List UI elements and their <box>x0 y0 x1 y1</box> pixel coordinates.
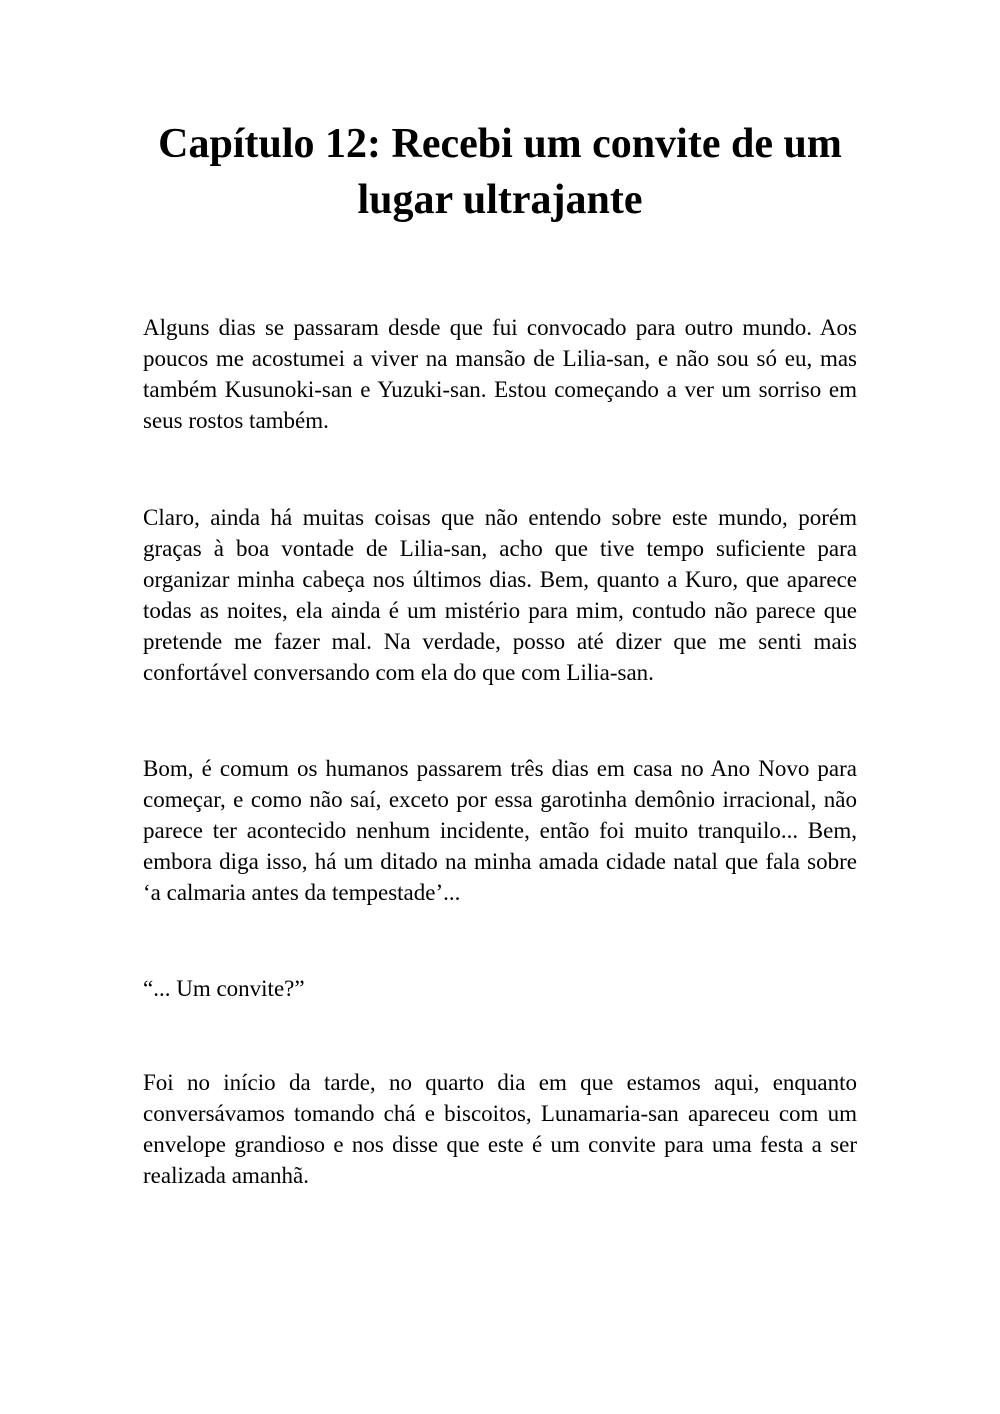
dialogue-line: “... Um convite?” <box>143 976 305 1001</box>
chapter-title-line-1: Capítulo 12: Recebi um convite de um <box>158 121 842 167</box>
paragraph-5: Foi no início da tarde, no quarto dia em que estamos aqui, enquanto conversávamos tomando chá e biscoitos, Lunamaria-san apareceu com um envelope grandioso e nos disse que este é um convite para uma festa a ser realizada amanhã. <box>143 1070 857 1188</box>
paragraph-1: Alguns dias se passaram desde que fui convocado para outro mundo. Aos poucos me acostumei a viver na mansão de Lilia-san, e não sou só eu, mas também Kusunoki-san e Yuzuki-san. Estou começando a ver um sorriso em seus rostos também. <box>143 315 857 433</box>
paragraph-2: Claro, ainda há muitas coisas que não entendo sobre este mundo, porém graças à boa vontade de Lilia-san, acho que tive tempo suficiente para organizar minha cabeça nos últimos dias. Bem, quanto a Kuro, que aparece todas as noites, ela ainda é um mistério para mim, contudo não parece que pretende me fazer mal. Na verdade, posso até dizer que me senti mais confortável conversando com ela do que com Lilia-san. <box>143 505 857 685</box>
paragraph-3: Bom, é comum os humanos passarem três dias em casa no Ano Novo para começar, e como não saí, exceto por essa garotinha demônio irracional, não parece ter acontecido nenhum incidente, então foi muito tranquilo... Bem, embora diga isso, há um ditado na minha amada cidade natal que fala sobre ‘a calmaria antes da tempestade’... <box>143 756 857 905</box>
chapter-title <box>143 116 857 228</box>
chapter-title-line-2: lugar ultrajante <box>357 177 643 223</box>
